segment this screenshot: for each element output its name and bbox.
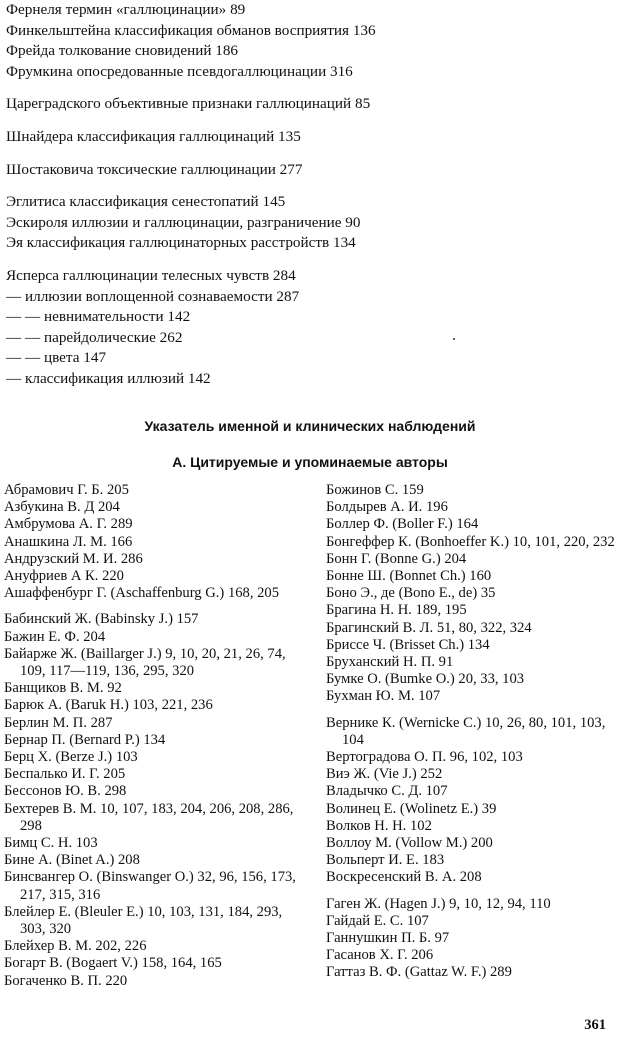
author-entry: Бине А. (Binet A.) 208 <box>4 852 140 869</box>
author-entry: Барюк А. (Baruk H.) 103, 221, 236 <box>4 697 213 714</box>
authors-column-left <box>4 482 300 990</box>
author-entry: Волков Н. Н. 102 <box>326 817 432 834</box>
author-entry: Боно Э., де (Bono E., de) 35 <box>326 585 496 602</box>
index-entry: Шнайдера классификация галлюцинаций 135 <box>6 127 301 145</box>
authors-column-right <box>326 482 618 982</box>
author-entry: Бимц С. Н. 103 <box>4 835 98 852</box>
author-entry: Байарже Ж. (Baillarger J.) 9, 10, 20, 21, 26, 74, 109, 117—119, 136, 295, 320 <box>4 645 286 680</box>
author-entry: Болдырев А. И. 196 <box>326 499 448 516</box>
author-entry: Абрамович Г. Б. 205 <box>4 482 129 498</box>
author-entry: Амбрумова А. Г. 289 <box>4 516 133 533</box>
section-gap <box>6 254 606 266</box>
page-number: 361 <box>584 1017 606 1033</box>
author-entry: Берц Х. (Berze J.) 103 <box>4 749 138 766</box>
index-entry: — иллюзии воплощенной сознаваемости 287 <box>6 287 300 305</box>
author-entry: Блейхер В. М. 202, 226 <box>4 938 147 955</box>
author-entry: Виэ Ж. (Vie J.) 252 <box>326 766 443 783</box>
index-entry: Ясперса галлюцинации телесных чувств 284 <box>6 266 296 284</box>
author-entry: Азбукина В. Д 204 <box>4 499 120 516</box>
author-entry: Богаченко В. П. 220 <box>4 972 128 989</box>
author-entry: Гайдай Е. С. 107 <box>326 912 429 929</box>
author-entry: Ганнушкин П. Б. 97 <box>326 930 450 947</box>
index-entry: — — цвета 147 <box>6 349 107 367</box>
author-entry: Бажин Е. Ф. 204 <box>4 628 106 645</box>
section-gap <box>6 82 606 94</box>
author-entry: Бессонов Ю. В. 298 <box>4 783 127 800</box>
index-entry: Финкельштейна классификация обманов восприятия 136 <box>6 21 376 39</box>
author-entry: Воскресенский В. А. 208 <box>326 869 482 886</box>
author-entry: Бумке О. (Bumke O.) 20, 33, 103 <box>326 671 525 688</box>
section-gap <box>6 115 606 127</box>
author-entry: Ануфриев А К. 220 <box>4 568 124 585</box>
section-gap <box>6 148 606 160</box>
index-entry: Шостаковича токсические галлюцинации 277 <box>6 160 303 178</box>
index-entry: Эскироля иллюзии и галлюцинации, разграничение 90 <box>6 213 361 231</box>
author-entry: Беспалько И. Г. 205 <box>4 766 126 783</box>
author-entry: Гасанов Х. Г. 206 <box>326 947 434 964</box>
author-entry: Бриссе Ч. (Brisset Ch.) 134 <box>326 636 490 653</box>
section-gap <box>326 887 618 896</box>
index-heading: Указатель именной и клинических наблюдений <box>144 418 476 434</box>
author-entry: Бонгеффер К. (Bonhoeffer K.) 10, 101, 220, 232 <box>326 533 615 550</box>
author-entry: Бернар П. (Bernard P.) 134 <box>4 731 166 748</box>
author-entry: Божинов С. 159 <box>326 482 424 498</box>
author-entry: Бруханский Н. П. 91 <box>326 654 454 671</box>
section-gap <box>6 180 606 192</box>
index-entry: Фрейда толкование сновидений 186 <box>6 42 239 60</box>
author-entry: Бухман Ю. М. 107 <box>326 688 441 705</box>
author-entry: Владычко С. Д. 107 <box>326 783 448 800</box>
index-entry: — — невнимательности 142 <box>6 308 191 326</box>
index-entry: Цареградского объективные признаки галлюцинаций 85 <box>6 95 371 113</box>
author-entry: Анашкина Л. М. 166 <box>4 533 133 550</box>
author-entry: Банщиков В. М. 92 <box>4 680 122 697</box>
index-entry: Эя классификация галлюцинаторных расстройств 134 <box>6 234 356 252</box>
author-entry: Вернике К. (Wernicke C.) 10, 26, 80, 101, 103, 104 <box>326 714 606 748</box>
author-entry: Ашаффенбург Г. (Aschaffenburg G.) 168, 205 <box>4 585 280 602</box>
author-entry: Брагина Н. Н. 189, 195 <box>326 602 467 619</box>
index-entry: Эглитиса классификация сенестопатий 145 <box>6 193 286 211</box>
author-entry: Воллоу М. (Vollow M.) 200 <box>326 835 493 852</box>
author-entry: Бонне Ш. (Bonnet Ch.) 160 <box>326 568 492 585</box>
author-entry: Берлин М. П. 287 <box>4 714 113 731</box>
author-entry: Гаттаз В. Ф. (Gattaz W. F.) 289 <box>326 964 512 981</box>
index-entry: — классификация иллюзий 142 <box>6 369 211 387</box>
index-entry: Фернеля термин «галлюцинации» 89 <box>6 1 246 18</box>
index-subheading: А. Цитируемые и упоминаемые авторы <box>172 454 448 470</box>
author-entry: Богарт В. (Bogaert V.) 158, 164, 165 <box>4 955 222 972</box>
print-speck <box>453 338 455 340</box>
author-entry: Брагинский В. Л. 51, 80, 322, 324 <box>326 619 532 636</box>
author-entry: Бабинский Ж. (Babinsky J.) 157 <box>4 611 199 628</box>
author-entry: Блейлер Е. (Bleuler E.) 10, 103, 131, 184, 293, 303, 320 <box>4 903 283 938</box>
subject-index-continuation <box>6 0 606 390</box>
author-entry: Волинец Е. (Wolinetz E.) 39 <box>326 800 497 817</box>
section-gap <box>4 602 300 611</box>
index-entry: Фрумкина опосредованные псевдогаллюцинации 316 <box>6 62 353 80</box>
author-entry: Боллер Ф. (Boller F.) 164 <box>326 516 479 533</box>
section-gap <box>326 706 618 715</box>
author-entry: Бехтерев В. М. 10, 107, 183, 204, 206, 208, 286, 298 <box>4 800 294 834</box>
author-entry: Бинсвангер О. (Binswanger O.) 32, 96, 156, 173, 217, 315, 316 <box>4 869 296 903</box>
author-entry: Бонн Г. (Bonne G.) 204 <box>326 550 467 567</box>
author-entry: Андрузский М. И. 286 <box>4 550 143 567</box>
author-entry: Вертоградова О. П. 96, 102, 103 <box>326 749 523 766</box>
index-entry: — — парейдолические 262 <box>6 328 183 346</box>
author-entry: Гаген Ж. (Hagen J.) 9, 10, 12, 94, 110 <box>326 895 551 912</box>
author-entry: Вольперт И. Е. 183 <box>326 852 445 869</box>
